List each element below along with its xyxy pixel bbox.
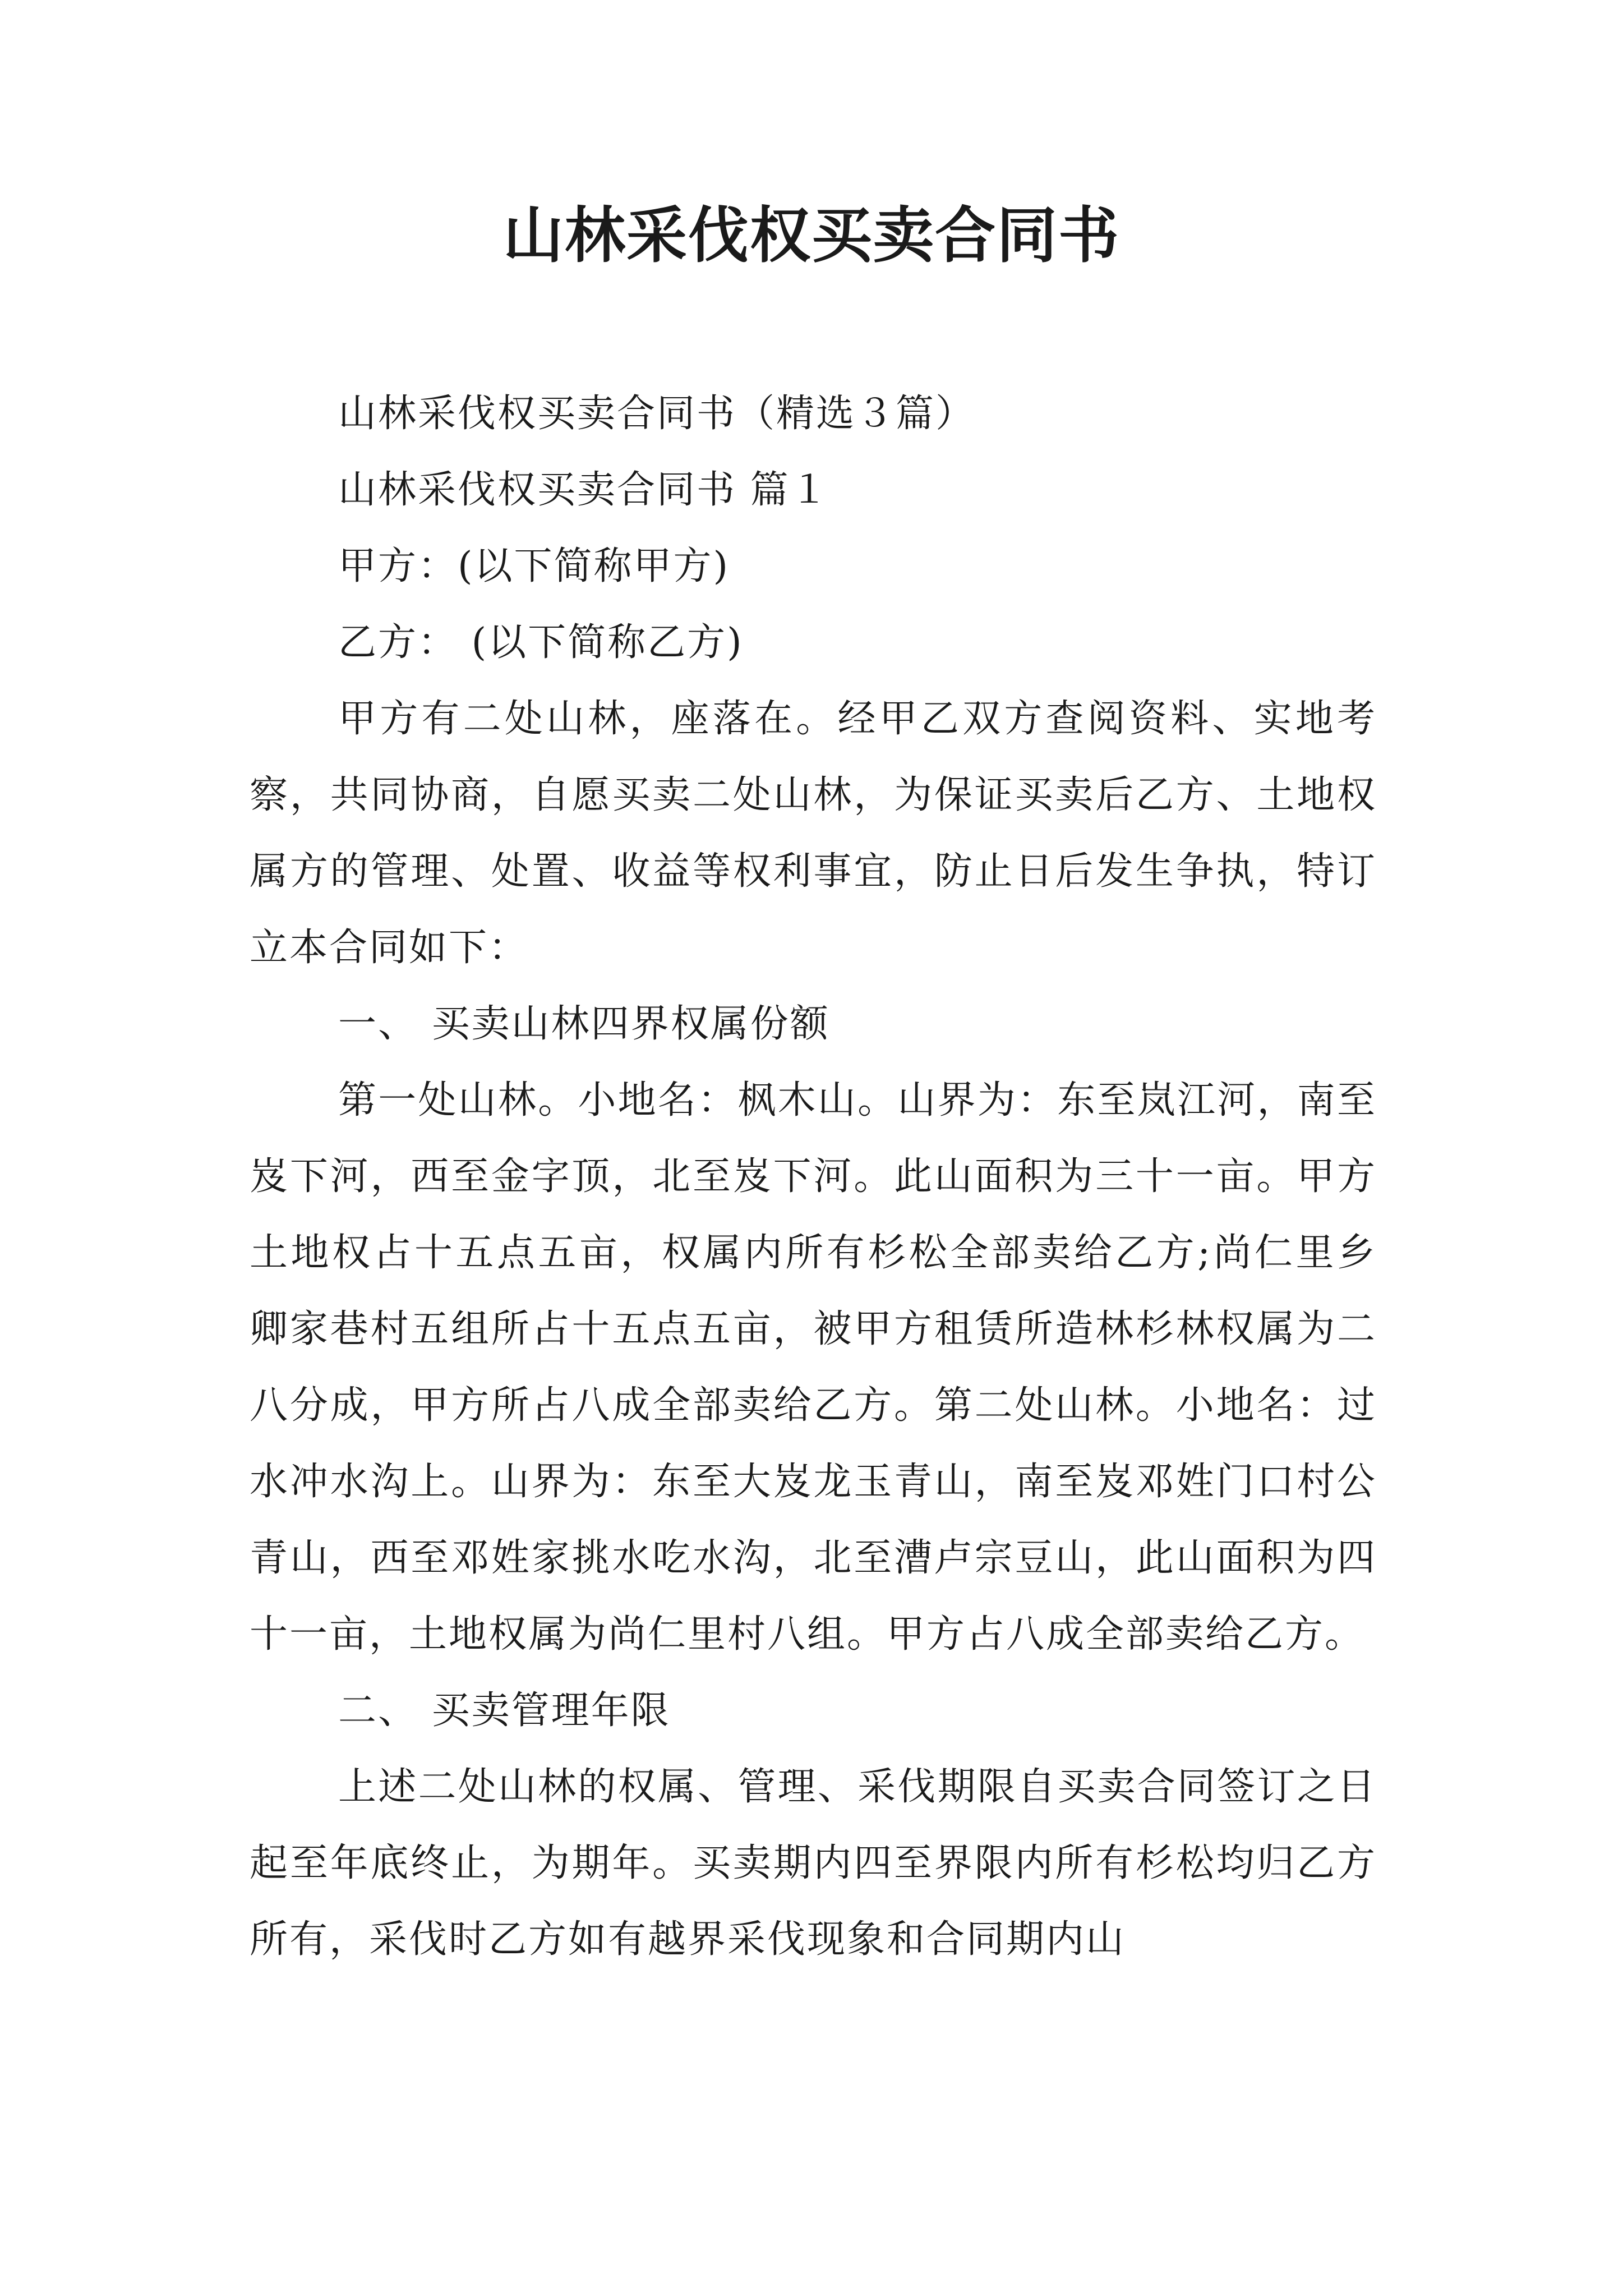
section-heading-1: 一、 买卖山林四界权属份额 [338,1002,830,1046]
paragraph-party-b: 乙方： (以下简称乙方) [338,620,744,665]
paragraph-preamble: 甲方有二处山林，座落在。经甲乙双方查阅资料、实地考察，共同协商，自愿买卖二处山林，为保证买卖后乙方、土地权属方的管理、处置、收益等权利事宜，防止日后发生争执，特订立本合同如下： [250,697,1377,970]
paragraph-part-heading: 山林采伐权买卖合同书 篇１ [338,468,830,512]
paragraph-subtitle: 山林采伐权买卖合同书（精选３篇） [338,392,976,436]
section-heading-2: 二、 买卖管理年限 [338,1688,671,1733]
document-title: 山林采伐权买卖合同书 [502,200,1120,271]
paragraph-forest-details: 第一处山林。小地名：枫木山。山界为：东至岚江河，南至岌下河，西至金字顶，北至岌下河。此山面积为三十一亩。甲方土地权占十五点五亩，权属内所有杉松全部卖给乙方;尚仁里乡卿家巷村五组所占十五点五亩，被甲方租赁所造林杉林权属为二八分成，甲方所占八成全部卖给乙方。第二处山林。小地名：过水冲水沟上。山界为：东至大岌龙玉青山，南至岌邓姓门口村公青山，西至邓姓家挑水吃水沟，北至漕卢宗豆山，此山面积为四十一亩，土地权属为尚仁里村八组。甲方占八成全部卖给乙方。 [250,1078,1377,1657]
paragraph-term: 上述二处山林的权属、管理、采伐期限自买卖合同签订之日起至年底终止，为期年。买卖期内四至界限内所有杉松均归乙方所有，采伐时乙方如有越界采伐现象和合同期内山 [250,1765,1377,1962]
document-body [250,376,1377,1978]
paragraph-party-a: 甲方：(以下简称甲方) [338,544,730,588]
